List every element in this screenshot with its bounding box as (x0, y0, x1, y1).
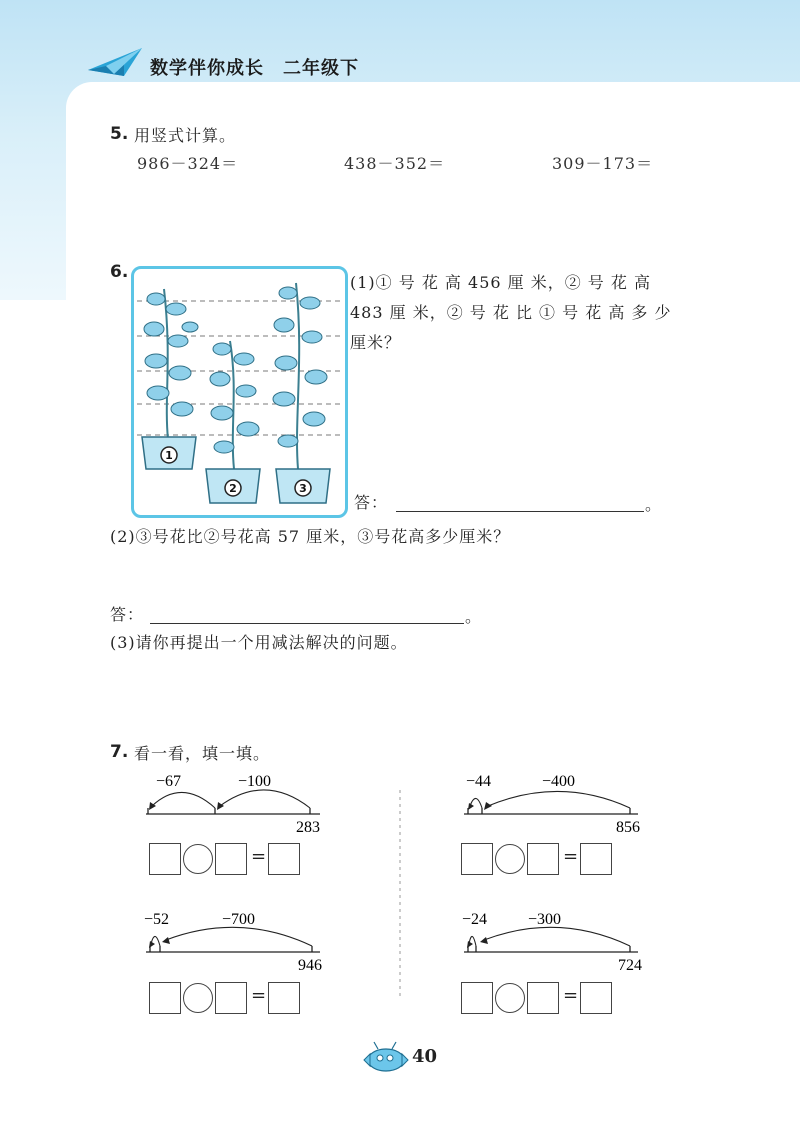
page-mascot-icon (362, 1040, 412, 1074)
q6-number: 6. (110, 262, 129, 282)
q6-part2: (2)③号花比②号花高 57 厘米，③号花高多少厘米？ (110, 527, 511, 546)
q5-title: 用竖式计算。 (134, 126, 237, 145)
nl3-big-jump: −700 (222, 911, 256, 928)
nl3-box-2[interactable] (215, 982, 247, 1014)
q5-expr-2: 438－352＝ (344, 154, 446, 173)
q6-answer1-line[interactable] (396, 510, 644, 512)
nl4-end: 724 (618, 957, 642, 972)
nl1-end: 283 (296, 819, 320, 834)
nl4-operator-circle[interactable] (495, 983, 525, 1013)
divider-dashed (398, 790, 402, 1000)
nl3-small-jump: −52 (144, 911, 170, 928)
q7-title: 看一看，填一填。 (134, 744, 271, 763)
nl1-box-1[interactable] (149, 843, 181, 875)
nl3-end: 946 (298, 957, 322, 972)
nl2-big-jump: −400 (542, 773, 576, 790)
q6-answer1-label: 答： (354, 493, 389, 512)
nl2-box-result[interactable] (580, 843, 612, 875)
nl4-equals: = (563, 985, 579, 1006)
paper-plane-icon (84, 44, 146, 80)
q5-expr-3: 309－173＝ (552, 154, 654, 173)
nl1-big-jump: −100 (238, 773, 272, 790)
nl2-equals: = (563, 846, 579, 867)
nl2-end: 856 (616, 819, 640, 834)
q6-part1-line3: 厘米？ (350, 333, 402, 352)
flower-illustration (131, 266, 348, 518)
nl4-box-result[interactable] (580, 982, 612, 1014)
q6-answer2-line[interactable] (150, 622, 464, 624)
nl2-operator-circle[interactable] (495, 844, 525, 874)
pot-label-1: 1 (165, 449, 173, 462)
q5-expr-1: 986－324＝ (137, 154, 239, 173)
nl4-small-jump: −24 (462, 911, 488, 928)
nl1-small-jump: −67 (156, 773, 182, 790)
nl3-equals: = (251, 985, 267, 1006)
nl2-small-jump: −44 (466, 773, 492, 790)
pot-label-2: 2 (229, 482, 237, 495)
q6-part1 (350, 268, 672, 358)
q6-answer2-label: 答： (110, 605, 145, 624)
book-title: 数学伴你成长 二年级下 (150, 58, 359, 79)
q7-number: 7. (110, 742, 129, 762)
q5-number: 5. (110, 124, 129, 144)
pot-label-3: 3 (299, 482, 307, 495)
page-number: 40 (412, 1046, 438, 1067)
nl3-box-1[interactable] (149, 982, 181, 1014)
nl1-box-result[interactable] (268, 843, 300, 875)
number-line-3 (140, 906, 340, 972)
q6-answer2-period: 。 (465, 607, 483, 626)
q6-part1-line2: 483 厘 米，② 号 花 比 ① 号 花 高 多 少 (350, 303, 672, 322)
nl1-box-2[interactable] (215, 843, 247, 875)
nl4-box-1[interactable] (461, 982, 493, 1014)
nl4-box-2[interactable] (527, 982, 559, 1014)
nl2-box-1[interactable] (461, 843, 493, 875)
nl2-box-2[interactable] (527, 843, 559, 875)
nl1-operator-circle[interactable] (183, 844, 213, 874)
nl3-operator-circle[interactable] (183, 983, 213, 1013)
number-line-1 (140, 768, 340, 834)
q6-part1-line1: (1)① 号 花 高 456 厘 米，② 号 花 高 (350, 273, 651, 292)
nl4-big-jump: −300 (528, 911, 562, 928)
number-line-4 (460, 906, 660, 972)
nl1-equals: = (251, 846, 267, 867)
nl3-box-result[interactable] (268, 982, 300, 1014)
q6-answer1-period: 。 (645, 495, 663, 514)
q6-part3: (3)请你再提出一个用减法解决的问题。 (110, 633, 408, 652)
number-line-2 (460, 768, 660, 834)
